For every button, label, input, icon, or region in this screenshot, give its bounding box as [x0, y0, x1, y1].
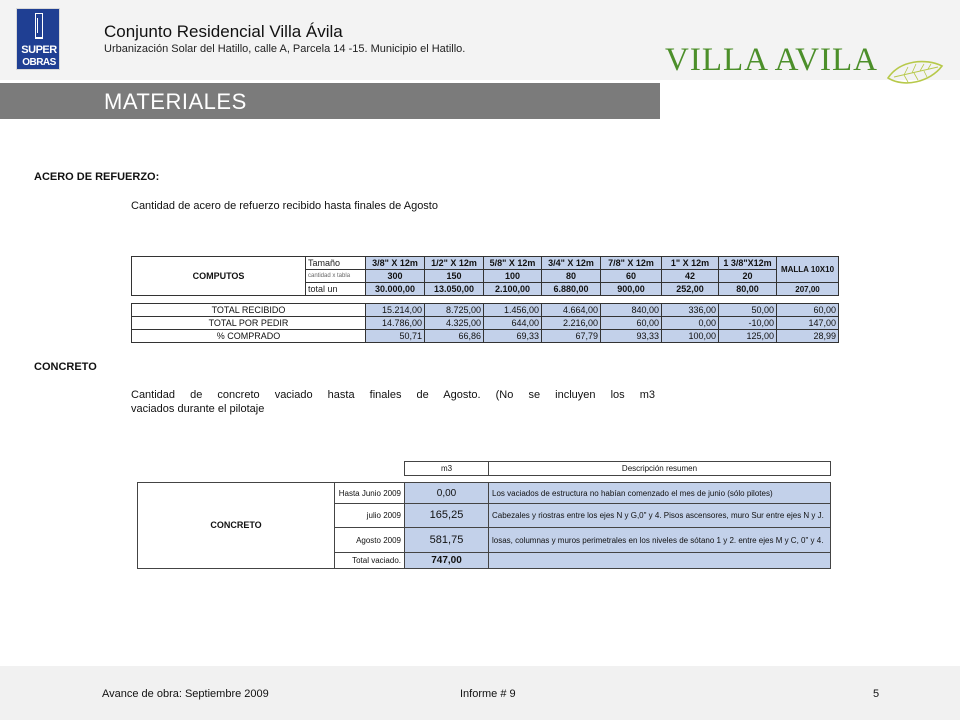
size-cell: 1 3/8"X12m [719, 257, 777, 270]
summary-cell: 60,00 [777, 304, 839, 317]
summary-cell: 93,33 [601, 330, 662, 343]
villa-avila-logo: VILLA AVILA [665, 42, 878, 78]
size-cell: 1" X 12m [662, 257, 719, 270]
summary-cell: 28,99 [777, 330, 839, 343]
total-cell: 6.880,00 [542, 283, 601, 296]
qty-cell: 100 [484, 270, 542, 283]
period-cell: Agosto 2009 [335, 528, 405, 553]
desc-cell: Cabezales y riostras entre los ejes N y G,0" y 4. Pisos ascensores, muro Sur entre ejes N y J. [489, 504, 831, 528]
m3-total-cell: 747,00 [405, 553, 489, 569]
concreto-description-2: vaciados durante el pilotaje [131, 403, 265, 415]
project-title: Conjunto Residencial Villa Ávila [104, 22, 343, 41]
summary-cell: 4.664,00 [542, 304, 601, 317]
qty-cell: 42 [662, 270, 719, 283]
table-row [138, 483, 831, 504]
summary-cell: 60,00 [601, 317, 662, 330]
summary-cell: 50,00 [719, 304, 777, 317]
summary-cell: 147,00 [777, 317, 839, 330]
section-banner [0, 83, 660, 119]
summary-label: % COMPRADO [132, 330, 366, 343]
summary-cell: 125,00 [719, 330, 777, 343]
desc-cell: losas, columnas y muros perimetrales en los niveles de sótano 1 y 2. entre ejes M y C, 0" y 4. [489, 528, 831, 553]
summary-cell: 1.456,00 [484, 304, 542, 317]
m3-cell: 165,25 [405, 504, 489, 528]
period-cell: julio 2009 [335, 504, 405, 528]
qty-cell: 80 [542, 270, 601, 283]
col-desc-header: Descripción resumen [489, 462, 831, 476]
logo-text-super: SUPER [21, 44, 57, 56]
row-label-qty: cantidad x tabla [306, 270, 366, 283]
summary-cell: 0,00 [662, 317, 719, 330]
summary-label: TOTAL POR PEDIR [132, 317, 366, 330]
concreto-table [137, 482, 831, 569]
project-address: Urbanización Solar del Hatillo, calle A, Parcela 14 -15. Municipio el Hatillo. [104, 43, 466, 55]
summary-cell: 67,79 [542, 330, 601, 343]
summary-cell: 840,00 [601, 304, 662, 317]
desc-cell: Los vaciados de estructura no habían comenzado el mes de junio (sólo pilotes) [489, 483, 831, 504]
desc-cell [489, 553, 831, 569]
footer-report-date: Avance de obra: Septiembre 2009 [102, 688, 269, 700]
m3-cell: 581,75 [405, 528, 489, 553]
period-cell: Hasta Junio 2009 [335, 483, 405, 504]
summary-table [131, 303, 839, 343]
row-label-total: total un [306, 283, 366, 296]
summary-cell: 2.216,00 [542, 317, 601, 330]
summary-label: TOTAL RECIBIDO [132, 304, 366, 317]
col-m3-header: m3 [405, 462, 489, 476]
table-row [132, 304, 839, 317]
row-label-size: Tamaño [306, 257, 366, 270]
qty-cell: 60 [601, 270, 662, 283]
total-cell: 900,00 [601, 283, 662, 296]
page-number: 5 [873, 688, 880, 700]
super-obras-logo [16, 8, 60, 70]
size-cell: 5/8" X 12m [484, 257, 542, 270]
malla-label: MALLA 10X10 [777, 257, 839, 283]
size-cell: 3/4" X 12m [542, 257, 601, 270]
table-row [132, 330, 839, 343]
summary-cell: 8.725,00 [425, 304, 484, 317]
acero-heading: ACERO DE REFUERZO: [34, 171, 160, 183]
table-row [132, 317, 839, 330]
concreto-row-label: CONCRETO [138, 483, 335, 569]
size-cell: 1/2" X 12m [425, 257, 484, 270]
size-cell: 3/8" X 12m [366, 257, 425, 270]
period-cell: Total vaciado. [335, 553, 405, 569]
computos-table [131, 256, 839, 296]
m3-cell: 0,00 [405, 483, 489, 504]
logo-text-obras: OBRAS [22, 57, 56, 68]
total-cell: 13.050,00 [425, 283, 484, 296]
concreto-header-table [404, 461, 831, 476]
total-cell: 80,00 [719, 283, 777, 296]
summary-cell: 50,71 [366, 330, 425, 343]
acero-description: Cantidad de acero de refuerzo recibido hasta finales de Agosto [131, 200, 438, 212]
summary-cell: 15.214,00 [366, 304, 425, 317]
tower-icon [35, 13, 43, 39]
banner-title: MATERIALES [104, 89, 247, 114]
total-cell: 252,00 [662, 283, 719, 296]
qty-cell: 20 [719, 270, 777, 283]
total-cell: 207,00 [777, 283, 839, 296]
computos-label: COMPUTOS [132, 257, 306, 296]
summary-cell: 100,00 [662, 330, 719, 343]
concreto-description: Cantidad de concreto vaciado hasta finales de Agosto. (No se incluyen los m3 [131, 389, 655, 401]
footer-report-number: Informe # 9 [460, 688, 516, 700]
concreto-heading: CONCRETO [34, 361, 97, 373]
qty-cell: 150 [425, 270, 484, 283]
summary-cell: 336,00 [662, 304, 719, 317]
summary-cell: 14.786,00 [366, 317, 425, 330]
summary-cell: -10,00 [719, 317, 777, 330]
summary-cell: 66,86 [425, 330, 484, 343]
summary-cell: 4.325,00 [425, 317, 484, 330]
summary-cell: 644,00 [484, 317, 542, 330]
total-cell: 2.100,00 [484, 283, 542, 296]
size-cell: 7/8" X 12m [601, 257, 662, 270]
summary-cell: 69,33 [484, 330, 542, 343]
total-cell: 30.000,00 [366, 283, 425, 296]
qty-cell: 300 [366, 270, 425, 283]
leaf-icon [886, 58, 944, 88]
